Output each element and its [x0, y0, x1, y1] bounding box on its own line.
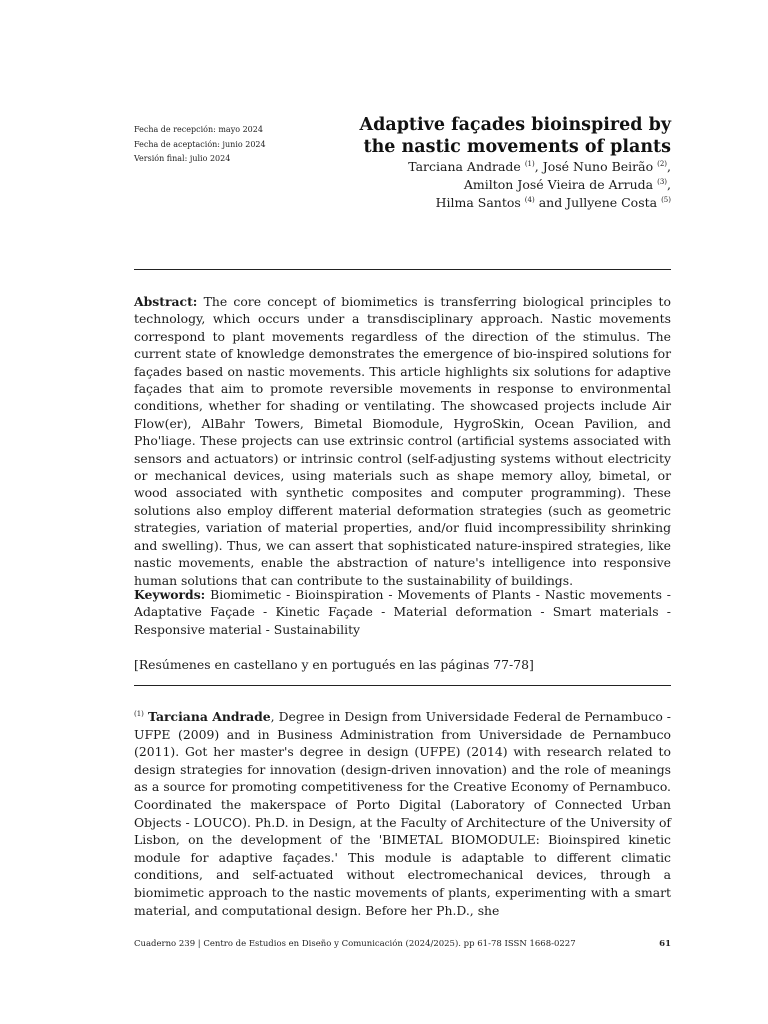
bio-text: , Degree in Design from Universidade Federal de Pernambuco - UFPE (2009) and in Business Administration from Universidade de Pernambuco (2011). Got her master's degree in design (UFPE) (2014) with research related to design strategies for innovation (design-driven innovation) and the role of meanings as a source for promoting competitiveness for the Creative Economy of Pernambuco. Coordinated the makerspace of Porto Digital (Laboratory of Connected Urban Objects - LOUCO). Ph.D. in Design, at the Faculty of Architecture of the University of Lisbon, on the development of the 'BIMETAL BIOMODULE: Bioinspired kinetic module for adaptive façades.' This module is adaptable to different climatic conditions, and self-actuated without electromechanical devices, through a biomimetic approach to the nastic movements of plants, experimenting with a smart material, and computational design. Before her Ph.D., she	[134, 709, 671, 918]
author-list: Tarciana Andrade $^{(1)}$, José Nuno Beirão $^{(2)}$, Amilton José Vieira de Arruda $^{(3)}$, Hilma Santos $^{(4)}$ and Jullyene Costa $^{(5)}$	[408, 159, 671, 210]
author-name: José Nuno Beirão	[542, 159, 654, 174]
abstract-text: The core concept of biomimetics is transferring biological principles to technology, which occurs under a transdisciplinary approach. Nastic movements correspond to plant movements regardless of the direction of the stimulus. The current state of knowledge demonstrates the emergence of bio-inspired solutions for façades based on nastic movements. This article highlights six solutions for adaptive façades that aim to promote reversible movements in response to environmental conditions, whether for shading or ventilating. The showcased projects include Air Flow(er), AlBahr Towers, Bimetal Biomodule, HygroSkin, Ocean Pavilion, and Pho'liage. These projects can use extrinsic control (artificial systems associated with sensors and actuators) or intrinsic control (self-adjusting systems without electricity or mechanical devices, using materials such as shape memory alloy, bimetal, or wood associated with synthetic composites and computer programming). These solutions also employ different material deformation strategies (such as geometric strategies, variation of material properties, and/or fluid incompressibility shrinking and swelling). Thus, we can assert that sophisticated nature-inspired strategies, like nastic movements, enable the abstraction of nature's intelligence into responsive human solutions that can contribute to the sustainability of buildings.	[134, 294, 671, 588]
submission-dates	[134, 123, 266, 167]
author-name: Amilton José Vieira de Arruda	[463, 177, 654, 192]
reception-date: Fecha de recepción: mayo 2024	[134, 125, 263, 134]
article-title	[271, 114, 671, 158]
final-version-date: Versión final: julio 2024	[134, 154, 231, 163]
bio-ref: (1)	[134, 709, 144, 718]
footer-citation: Cuaderno 239 | Centro de Estudios en Diseño y Comunicación (2024/2025). pp 61-78 ISSN 1668-0227	[134, 939, 576, 949]
author-ref: (5)	[661, 195, 671, 204]
summaries-note: [Resúmenes en castellano y en portugués en las páginas 77-78]	[134, 657, 534, 672]
abstract-label: Abstract:	[134, 294, 198, 309]
keywords-label: Keywords:	[134, 587, 206, 602]
title-line-1: Adaptive façades bioinspired by	[359, 115, 671, 135]
keywords-text: Biomimetic - Bioinspiration - Movements of Plants - Nastic movements - Adaptative Façade - Kinetic Façade - Material deformation - Smart materials - Responsive material - Sustainability	[134, 587, 671, 637]
author-name: Tarciana Andrade	[408, 159, 521, 174]
author-ref: (2)	[657, 159, 668, 168]
top-divider	[134, 269, 671, 270]
author-name: Hilma Santos	[435, 195, 521, 210]
author-bio	[134, 708, 671, 918]
page-number: 61	[659, 939, 671, 949]
author-ref: (1)	[524, 159, 535, 168]
abstract	[134, 293, 671, 589]
bio-name: Tarciana Andrade	[147, 709, 271, 724]
page-footer	[134, 939, 671, 949]
author-name: Jullyene Costa	[566, 195, 658, 210]
author-ref: (3)	[657, 177, 668, 186]
acceptance-date: Fecha de aceptación: junio 2024	[134, 139, 266, 149]
title-line-2: the nastic movements of plants	[363, 137, 671, 157]
author-ref: (4)	[524, 195, 535, 204]
bottom-divider	[134, 685, 671, 686]
title-block	[271, 114, 671, 212]
keywords	[134, 586, 671, 638]
